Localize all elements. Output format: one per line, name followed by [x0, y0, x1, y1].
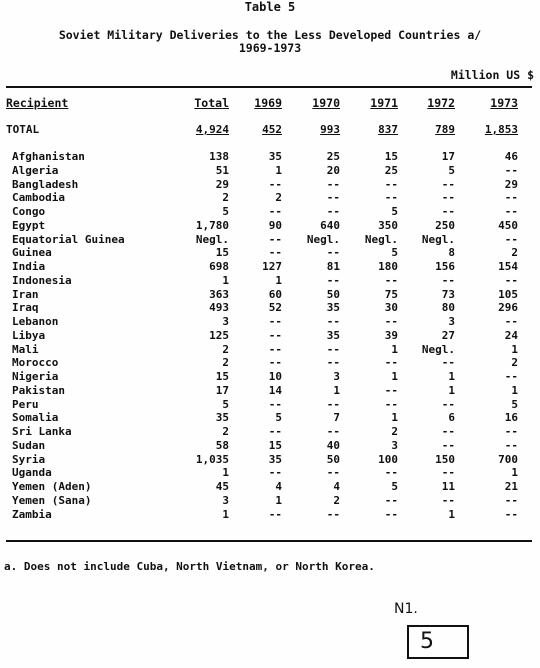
- row-value: 24: [504, 329, 518, 342]
- row-value: --: [504, 233, 518, 246]
- row-value: --: [441, 439, 455, 452]
- row-value: 30: [384, 301, 398, 314]
- row-label: Pakistan: [12, 384, 65, 397]
- row-value: --: [326, 315, 340, 328]
- row-value: 3: [333, 370, 340, 383]
- row-label: Algeria: [12, 164, 59, 177]
- row-value: Negl.: [306, 233, 340, 246]
- row-value: --: [384, 274, 398, 287]
- row-value: --: [384, 508, 398, 521]
- row-value: 180: [378, 260, 398, 273]
- row-value: 2: [275, 191, 282, 204]
- row-value: 50: [326, 288, 340, 301]
- row-value: 1: [222, 466, 229, 479]
- row-value: 73: [441, 288, 455, 301]
- row-value: --: [504, 164, 518, 177]
- row-value: --: [268, 398, 282, 411]
- row-label: Guinea: [12, 246, 52, 259]
- row-value: --: [504, 508, 518, 521]
- row-value: --: [384, 356, 398, 369]
- row-label: Iraq: [12, 301, 39, 314]
- row-value: 29: [504, 178, 518, 191]
- row-value: 640: [320, 219, 340, 232]
- row-value: 1: [222, 508, 229, 521]
- row-value: --: [326, 466, 340, 479]
- row-label: Syria: [12, 453, 46, 466]
- row-value: --: [268, 205, 282, 218]
- row-value: --: [384, 191, 398, 204]
- row-value: 2: [511, 356, 518, 369]
- row-value: 50: [326, 453, 340, 466]
- row-value: --: [441, 191, 455, 204]
- row-value: --: [441, 398, 455, 411]
- row-value: --: [384, 178, 398, 191]
- row-value: 4: [333, 480, 340, 493]
- row-value: 125: [209, 329, 229, 342]
- total-value: 4,924: [195, 123, 229, 136]
- row-value: --: [268, 466, 282, 479]
- bottom-rule: [6, 540, 532, 542]
- row-value: 51: [215, 164, 229, 177]
- row-value: Negl.: [421, 343, 455, 356]
- row-value: 6: [448, 411, 455, 424]
- row-value: 250: [435, 219, 455, 232]
- row-value: 100: [378, 453, 398, 466]
- row-value: 5: [448, 164, 455, 177]
- row-value: --: [268, 246, 282, 259]
- row-value: 2: [391, 425, 398, 438]
- header-1971: 1971: [370, 96, 398, 110]
- row-label: Morocco: [12, 356, 59, 369]
- row-value: 80: [441, 301, 455, 314]
- row-value: --: [268, 508, 282, 521]
- row-label: Congo: [12, 205, 46, 218]
- row-value: --: [504, 315, 518, 328]
- row-value: 17: [441, 150, 455, 163]
- row-value: 5: [222, 205, 229, 218]
- row-value: 4: [275, 480, 282, 493]
- row-label: Yemen (Sana): [12, 494, 92, 507]
- row-value: --: [504, 425, 518, 438]
- total-value: 452: [262, 123, 282, 136]
- handwritten-note: N1.: [394, 601, 418, 617]
- row-value: --: [384, 384, 398, 397]
- row-label: Bangladesh: [12, 178, 79, 191]
- row-value: --: [504, 191, 518, 204]
- row-value: --: [504, 205, 518, 218]
- row-value: 75: [384, 288, 398, 301]
- total-value: 789: [435, 123, 455, 136]
- row-value: 1: [511, 343, 518, 356]
- row-value: 1,035: [195, 453, 229, 466]
- row-value: --: [504, 274, 518, 287]
- total-value: 1,853: [484, 123, 518, 136]
- row-value: 138: [209, 150, 229, 163]
- row-value: --: [326, 343, 340, 356]
- row-value: --: [326, 246, 340, 259]
- row-value: --: [326, 205, 340, 218]
- row-value: 35: [268, 453, 282, 466]
- row-value: --: [326, 274, 340, 287]
- row-value: Negl.: [195, 233, 229, 246]
- row-value: 14: [268, 384, 282, 397]
- row-label: Cambodia: [12, 191, 65, 204]
- row-value: 35: [268, 150, 282, 163]
- row-value: 1: [511, 384, 518, 397]
- row-label: Libya: [12, 329, 46, 342]
- row-value: 2: [333, 494, 340, 507]
- row-value: 29: [215, 178, 229, 191]
- row-value: --: [504, 370, 518, 383]
- row-label: Somalia: [12, 411, 59, 424]
- row-value: --: [441, 178, 455, 191]
- row-value: --: [504, 439, 518, 452]
- row-value: --: [441, 205, 455, 218]
- row-value: 25: [384, 164, 398, 177]
- row-value: 17: [215, 384, 229, 397]
- row-label: Mali: [12, 343, 39, 356]
- row-label: Indonesia: [12, 274, 72, 287]
- row-value: 15: [384, 150, 398, 163]
- row-value: 35: [326, 301, 340, 314]
- row-value: --: [384, 494, 398, 507]
- row-value: 90: [268, 219, 282, 232]
- row-value: 60: [268, 288, 282, 301]
- row-value: 450: [498, 219, 518, 232]
- row-value: 700: [498, 453, 518, 466]
- row-value: 154: [498, 260, 518, 273]
- row-value: 39: [384, 329, 398, 342]
- row-value: 11: [441, 480, 455, 493]
- row-value: 2: [222, 425, 229, 438]
- row-value: --: [504, 494, 518, 507]
- row-value: 5: [391, 246, 398, 259]
- row-value: --: [268, 315, 282, 328]
- row-label: Peru: [12, 398, 39, 411]
- header-1972: 1972: [427, 96, 455, 110]
- row-value: 15: [215, 246, 229, 259]
- subtitle-line-1: Soviet Military Deliveries to the Less Developed Countries a/: [58, 28, 482, 42]
- row-value: 21: [504, 480, 518, 493]
- row-value: 296: [498, 301, 518, 314]
- row-value: 1: [391, 370, 398, 383]
- row-value: 45: [215, 480, 229, 493]
- row-value: 3: [448, 315, 455, 328]
- row-value: 1,780: [195, 219, 229, 232]
- row-value: 1: [391, 343, 398, 356]
- row-value: 2: [511, 246, 518, 259]
- row-value: 58: [215, 439, 229, 452]
- row-value: 5: [275, 411, 282, 424]
- header-recipient: Recipient: [6, 96, 69, 110]
- row-value: 5: [511, 398, 518, 411]
- row-value: --: [268, 329, 282, 342]
- row-value: 1: [511, 466, 518, 479]
- row-value: 1: [275, 494, 282, 507]
- row-value: 493: [209, 301, 229, 314]
- row-value: --: [441, 494, 455, 507]
- header-1970: 1970: [312, 96, 340, 110]
- page-number: 5: [420, 629, 434, 654]
- row-label: Sudan: [12, 439, 46, 452]
- row-label: Equatorial Guinea: [12, 233, 125, 246]
- row-value: 150: [435, 453, 455, 466]
- row-value: 5: [391, 205, 398, 218]
- row-value: 1: [275, 164, 282, 177]
- row-value: 698: [209, 260, 229, 273]
- row-label: Afghanistan: [12, 150, 85, 163]
- row-value: 15: [268, 439, 282, 452]
- row-value: 1: [222, 274, 229, 287]
- row-value: 1: [448, 370, 455, 383]
- row-value: --: [326, 178, 340, 191]
- row-value: 3: [222, 315, 229, 328]
- row-value: --: [384, 315, 398, 328]
- unit-label: Million US $: [450, 68, 534, 82]
- row-value: 105: [498, 288, 518, 301]
- row-value: --: [441, 356, 455, 369]
- row-value: --: [441, 466, 455, 479]
- header-total: Total: [194, 96, 229, 110]
- top-rule: [6, 86, 532, 88]
- row-value: 3: [222, 494, 229, 507]
- row-value: 81: [326, 260, 340, 273]
- header-1973: 1973: [490, 96, 518, 110]
- row-value: 350: [378, 219, 398, 232]
- row-value: 363: [209, 288, 229, 301]
- total-value: 993: [320, 123, 340, 136]
- row-value: --: [326, 425, 340, 438]
- row-label: Nigeria: [12, 370, 59, 383]
- page-number-box: [407, 625, 469, 659]
- row-value: --: [441, 425, 455, 438]
- row-value: --: [441, 274, 455, 287]
- row-value: 52: [268, 301, 282, 314]
- row-value: 3: [391, 439, 398, 452]
- row-value: 46: [504, 150, 518, 163]
- row-value: 2: [222, 356, 229, 369]
- row-label: Zambia: [12, 508, 52, 521]
- row-value: 127: [262, 260, 282, 273]
- total-value: 837: [378, 123, 398, 136]
- table-subtitle: [0, 29, 540, 55]
- row-value: 16: [504, 411, 518, 424]
- row-value: 1: [448, 508, 455, 521]
- row-value: 1: [391, 411, 398, 424]
- row-value: --: [326, 191, 340, 204]
- row-value: 5: [222, 398, 229, 411]
- row-value: --: [326, 508, 340, 521]
- row-label: Sri Lanka: [12, 425, 72, 438]
- row-value: Negl.: [421, 233, 455, 246]
- row-value: --: [384, 466, 398, 479]
- row-label: India: [12, 260, 46, 273]
- row-value: 8: [448, 246, 455, 259]
- row-label: Egypt: [12, 219, 46, 232]
- row-value: 1: [275, 274, 282, 287]
- row-label: Iran: [12, 288, 39, 301]
- total-label: TOTAL: [6, 123, 40, 136]
- row-value: --: [268, 425, 282, 438]
- row-value: 1: [448, 384, 455, 397]
- row-label: Lebanon: [12, 315, 59, 328]
- row-label: Yemen (Aden): [12, 480, 92, 493]
- row-value: 27: [441, 329, 455, 342]
- table-title: Table 5: [244, 0, 296, 14]
- row-value: --: [268, 178, 282, 191]
- row-value: 35: [215, 411, 229, 424]
- row-value: 7: [333, 411, 340, 424]
- row-value: 10: [268, 370, 282, 383]
- row-value: 35: [326, 329, 340, 342]
- row-value: 1: [333, 384, 340, 397]
- row-value: 20: [326, 164, 340, 177]
- row-label: Uganda: [12, 466, 52, 479]
- row-value: 40: [326, 439, 340, 452]
- header-1969: 1969: [254, 96, 282, 110]
- row-value: --: [268, 356, 282, 369]
- row-value: 15: [215, 370, 229, 383]
- subtitle-line-2: 1969-1973: [238, 41, 302, 55]
- row-value: 25: [326, 150, 340, 163]
- row-value: 2: [222, 343, 229, 356]
- row-value: --: [268, 343, 282, 356]
- row-value: 2: [222, 191, 229, 204]
- row-value: --: [384, 398, 398, 411]
- row-value: --: [326, 356, 340, 369]
- row-value: --: [268, 233, 282, 246]
- row-value: 156: [435, 260, 455, 273]
- row-value: Negl.: [364, 233, 398, 246]
- row-value: 5: [391, 480, 398, 493]
- row-value: --: [326, 398, 340, 411]
- footnote: a. Does not include Cuba, North Vietnam, or North Korea.: [4, 560, 375, 573]
